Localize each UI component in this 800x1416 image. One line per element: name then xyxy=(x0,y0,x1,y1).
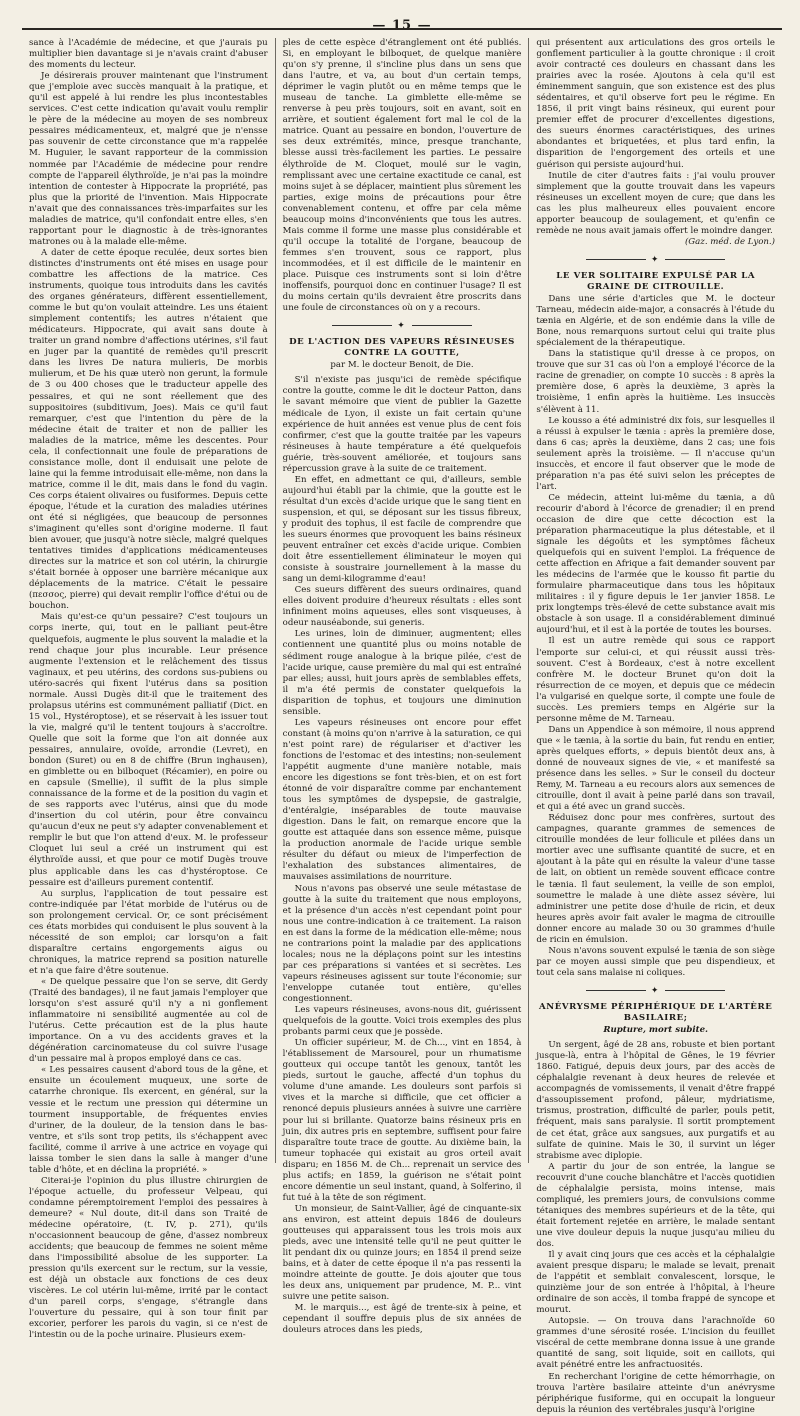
section-divider: ✦ xyxy=(283,321,522,332)
section-divider: ✦ xyxy=(536,986,775,997)
paragraph: S'il n'existe pas jusqu'ici de remède spécifique contre la goutte, comme le dit le docteur Patton, dans le savant mémoire que vient de publier la Gazette médicale de Lyon, il existe un fait certain qu'une expérience de huit années est venue plus de cent fois confirmer, c'est que la goutte traitée par les vapeurs résineuses à haute température a été quelquefois guérie, très-souvent améliorée, et toujours sans répercussion grave à la suite de ce traitement. xyxy=(282,375,522,474)
paragraph: Un monsieur, de Saint-Vallier, âgé de cinquante-six ans environ, est atteint depuis 1846 de douleurs goutteuses qui apparaissent tous les trois mois aux pieds, avec une intensité telle qu'il ne peut quitter le lit pendant dix ou quinze jours; en 1854 il prend seize bains, et à dater de cette époque il n'a pas ressenti la moindre atteinte de goutte. Je dois ajouter que tous les deux ans, uniquement par prudence, M. P... vint suivre une petite saison. xyxy=(282,1203,522,1303)
paragraph: En effet, en admettant ce qui, d'ailleurs, semble aujourd'hui établi par la chimie, que la goutte est le résultat d'un excès d'acide urique que le sang tient en suspension, et qui, se déposant sur les tissus fibreux, y produit des tophus, il est facile de comprendre que les sueurs énormes que provoquent les bains résineux peuvent entraîner cet excès d'acide urique. Combien doit être essentiellement éliminateur le moyen qui consiste à soustraire journellement à la masse du sang un demi-kilogramme d'eau! xyxy=(282,474,522,585)
article-author: par M. le docteur Benoit, de Die. xyxy=(330,360,474,371)
column-2 xyxy=(275,38,529,1336)
paragraph: Nous n'avons pas observé une seule métastase de goutte à la suite du traitement que nous employons, et la présence d'un accès n'est cependant point pour nous une contre-indication à ce traitement. La raison en est dans la forme de la médication elle-même; nous ne contrarions point la maladie par des applications locales; nous ne la déplaçons point sur les intestins par ces préparations si vantées et si secrètes. Les vapeurs résineuses agissent sur toute l'économie; sur l'enveloppe cutanée tout entière, qu'elles congestionnent. xyxy=(282,883,522,1004)
paragraph: A partir du jour de son entrée, la langue se recouvrit d'une couche blanchâtre et l'accès quotidien de céphalalgie persista, moins intense, mais compliqué, les premiers jours, de convulsions comme tétaniques des membres supérieurs et de la tête, qui était fortement rejetée en arrière, le malade sentant une vive douleur depuis la nuque jusqu'au milieu du dos. xyxy=(536,1161,776,1249)
paragraph: Mais qu'est-ce qu'un pessaire? C'est toujours un corps inerte, qui, tout en le palliant peut-être quelquefois, augmente le plus souvent la maladie et la rend chaque jour plus incurable. Leur présence augmente l'extension et le relâchement des tissus vaginaux, et peu utérins, des cordons sus-pubiens ou utéro-sacrés qui fixent l'utérus dans sa position normale. Aussi Dugès dit-il que le traitement des prolapsus utérins est communément palliatif (Dict. en 15 vol., Hystéroptose), et se réservait à les issuer tout la vie, malgré qu'il le tentent toujours à s'accroître. Quelle que soit la forme que l'on ait donnée aux pessaires, annulaire, ovoïde, arrondie (Levret), en bondon (Suret) ou en 8 de chiffre (Brun inghausen), en gimblette ou en bilboquet (Récamier), en poire ou en capsule (Smellie), il suffit de la plus simple connaissance de la forme et de la position du vagin et de ses rapports avec l'utérus, ainsi que du mode d'insertion du col utérin, pour être convaincu qu'aucun d'eux ne peut s'y adapter convenablement et remplir le but que l'on attend d'eux. M. le professeur Cloquet lui seul a créé un instrument qui est élythroïde aussi, et que pour ce motif Dugès trouve plus applicable dans les cas d'hystéroptose. Ce pessaire est d'ailleurs purement contentif. xyxy=(29,612,268,888)
paragraph: Dans un Appendice à son mémoire, il nous apprend que « le tænia, à la sortie du bain, fut rendu en entier, après quelques efforts, » depuis bientôt deux ans, à donné de nouveaux signes de vie, « et manifesté sa présence dans les selles. » Sur le conseil du docteur Remy, M. Tarneau a eu recours alors aux semences de citrouille, dont il avait à peine parlé dans son travail, et qui a été avec un grand succès. xyxy=(536,724,776,813)
article-title: DE L'ACTION DES VAPEURS RÉSINEUSES CONTRE LA GOUTTE, xyxy=(289,337,515,359)
columns xyxy=(22,38,782,1415)
paragraph: En recherchant l'origine de cette hémorrhagie, on trouva l'artère basilaire atteinte d'un anévrysme périphérique fusiforme, qui en occupait la longueur depuis la réunion des vertébrales jusqu'à l'origine xyxy=(536,1371,776,1415)
paragraph: Au surplus, l'application de tout pessaire est contre-indiquée par l'état morbide de l'utérus ou de son prolongement cervical. Or, ce sont précisément ces états morbides qui conduisent le plus souvent à la nécessité de son emploi; car lorsqu'on a fait disparaître certains engorgements aigus ou chroniques, la matrice reprend sa position naturelle et n'a que faire d'être soutenue. xyxy=(29,888,268,976)
paragraph: « De quelque pessaire que l'on se serve, dit Gerdy (Traité des bandages), il ne faut jamais l'employer que lorsqu'on s'est assuré qu'il n'y a ni gonflement inflammatoire ni sensibilité augmentée au col de l'utérus. Cette précaution est de la plus haute importance. On a vu des accidents graves et la dégénération carcinomateuse du col suivre l'usage d'un pessaire mal à propos employé dans ce cas. xyxy=(29,976,268,1065)
paragraph: Autopsie. — On trouva dans l'arachnoïde 60 grammes d'une sérosité rosée. L'incision du feuillet viscéral de cette membrane donna issue à une grande quantité de sang, soit liquide, soit en caillots, qui avait pénétré entre les anfractuosités. xyxy=(536,1316,776,1371)
paragraph: Ces sueurs diffèrent des sueurs ordinaires, quand elles doivent produire d'heureux résultats : elles sont infiniment moins aqueuses, elles sont visqueuses, à odeur nauséabonde, sui generis. xyxy=(282,585,522,629)
paragraph: Les vapeurs résineuses ont encore pour effet constant (à moins qu'on n'arrive à la saturation, ce qui n'est point rare) de régulariser et d'activer les fonctions de l'estomac et des intestins; non-seulement l'appétit augmente d'une manière notable, mais encore les digestions se font très-bien, et on est fort étonné de voir disparaître comme par enchantement tous les symptômes de dyspepsie, de gastralgie, d'entéralgie, inséparables de toute mauvaise digestion. Dans le fait, on remarque encore que la goutte est attaquée dans son essence même, puisque la production anormale de l'acide urique semble résulter du défaut ou mieux de l'imperfection de l'exhalation des substances alimentaires, de mauvaises assimilations de nourriture. xyxy=(282,717,522,883)
paragraph: Un sergent, âgé de 28 ans, robuste et bien portant jusque-là, entra à l'hôpital de Gênes, le 19 février 1860. Fatigué, depuis deux jours, par des accès de céphalalgie revenant à deux heures de relevée et accompagnés de vomissements, il venait d'être frappé d'assoupissement profond, pâleur, mydriatisme, trismus, prostration, difficulté de parler, pouls petit, fréquent, mais sans paralysie. Il sortit promptement de cet état, grâce aux sangsues, aux purgatifs et au sulfate de quinine. Mais le 30, il survint un léger strabisme avec diplopie. xyxy=(536,1040,776,1161)
paragraph: Nous n'avons souvent expulsé le tænia de son siège par ce moyen aussi simple que peu dispendieux, et tout cela sans malaise ni coliques. xyxy=(536,945,776,978)
paragraph: Un officier supérieur, M. de Ch..., vint en 1854, à l'établissement de Marsourel, pour un rhumatisme goutteux qui occupe tantôt les genoux, tantôt les pieds, surtout le gauche, affecté d'un tophus du volume d'une amande. Les douleurs sont parfois si vives et la marche si difficile, que cet officier a renoncé depuis plusieurs années à suivre une carrière pour lui si brillante. Quatorze bains résineux pris en juin, dix autres pris en septembre, suffisent pour faire disparaître toute trace de goutte. Au dixième bain, la tumeur tophacée qui existait au gros orteil avait disparu; en 1856 M. de Ch... reprenait un service des plus actifs; en 1859, la guérison ne s'était point encore démentie un seul instant, quand, à Solferino, il fut tué à la tête de son régiment. xyxy=(282,1038,522,1203)
column-1 xyxy=(22,38,275,1341)
section-divider: ✦ xyxy=(536,255,775,266)
paragraph: Ce médecin, atteint lui-même du tænia, a dû recourir d'abord à l'écorce de grenadier; il en prend occasion de dire que cette décoction est la préparation pharmaceutique la plus détestable, et il signale les dégoûts et les symptômes fâcheux quelquefois qui en suivent l'emploi. La fréquence de cette affection en Afrique a fait demander souvent par les médecins de l'armée que le kousso fit partie du formulaire pharmaceutique dans tous les hôpitaux militaires : il y figure depuis le 1er janvier 1858. Le prix longtemps très-élevé de cette substance avait mis obstacle à son usage. Il a considérablement diminué aujourd'hui, et il est à la portée de toutes les bourses. xyxy=(536,492,776,636)
column-3 xyxy=(528,38,782,1415)
paragraph: Inutile de citer d'autres faits : j'ai voulu prouver simplement que la goutte trouvait dans les vapeurs résineuses un excellent moyen de cure; que dans les cas les plus malheureux elles pouvaient encore apporter beaucoup de soulagement, et qu'enfin ce remède ne nous avait jamais offert le moindre danger. xyxy=(536,170,776,236)
paragraph: « Les pessaires causent d'abord tous de la gêne, et ensuite un écoulement muqueux, une sorte de catarrhe chronique. Ils exercent, en général, sur la vessie et le rectum une pression qui détermine un tourment insupportable, de fréquentes envies d'uriner, de la douleur, de la tension dans le bas-ventre, et s'ils sont trop petits, ils s'échappent avec facilité, comme il arrive à une actrice en voyage qui laissa tomber le sien dans la salle à manger d'une table d'hôte, et en déclina la propriété. » xyxy=(29,1065,268,1175)
paragraph: ples de cette espèce d'étranglement ont été publiés. Si, en employant le bilboquet, de quelque manière qu'on s'y prenne, il s'incline plus dans un sens que dans l'autre, et va, au bout d'un certain temps, déprimer le vagin plutôt ou en même temps que le museau de tanche. La gimblette elle-même se renverse à peu près toujours, soit en avant, soit en arrière, et soutient également fort mal le col de la matrice. Quant au pessaire en bondon, l'ouverture de ses deux extrémités, mince, presque tranchante, blesse aussi très-facilement les parties. Le pessaire élythroïde de M. Cloquet, moulé sur le vagin, remplissant avec une certaine exactitude ce canal, est moins sujet à se déplacer, maintient plus sûrement les parties, exige moins de précautions pour être convenablement contenu, et offre par cela même beaucoup moins d'inconvénients que tous les autres. Mais comme il forme une masse plus considérable et qu'il occupe la totalité de l'organe, beaucoup de femmes s'en trouvent, sous ce rapport, plus incommodées, et il est difficile de le maintenir en place. Puisque ces instruments sont si loin d'être inoffensifs, pourquoi donc en continuer l'usage? Il est du moins certain qu'ils devraient être proscrits dans une foule de circonstances où on y a recours. xyxy=(282,38,522,314)
paragraph: Citerai-je l'opinion du plus illustre chirurgien de l'époque actuelle, du professeur Velpeau, qui condamne péremptoirement l'emploi des pessaires à demeure? « Nul doute, dit-il dans son Traité de médecine opératoire, (t. IV, p. 271), qu'ils n'occasionnent beaucoup de gêne, d'assez nombreux accidents; que beaucoup de femmes ne soient même dans l'impossibilité absolue de les supporter. La pression qu'ils exercent sur le rectum, sur la vessie, est déjà un obstacle aux fonctions de ces deux viscères. Le col utérin lui-même, irrité par le contact d'un pareil corps, s'engage, s'étrangle dans l'ouverture du pessaire, qui à son tour finit par excorier, perforer les parois du vagin, si ce n'est de l'intestin ou de la poche urinaire. Plusieurs exem- xyxy=(29,1175,268,1341)
page-header xyxy=(22,8,782,38)
paragraph: Dans la statistique qu'il dresse à ce propos, on trouve que sur 31 cas où l'on a employé l'écorce de la racine de grenadier, on compte 10 succès : 8 après la première dose, 6 après la deuxième, 3 après la troisième, 1 enfin après la huitième. Les insuccès s'élèvent à 11. xyxy=(536,349,776,415)
paragraph: A dater de cette époque reculée, deux sortes bien distinctes d'instruments ont été mises en usage pour combattre les affections de la matrice. Ces instruments, quoique tous introduits dans les cavités des organes générateurs, diffèrent essentiellement, comme le but qu'on voulait atteindre. Les uns étaient simplement contentifs; les autres n'étaient que médicateurs. Hippocrate, qui avait sans doute à traiter un grand nombre d'affections utérines, s'il faut en juger par la quantité de remèdes qu'il prescrit dans les livres De natura mulieris, De morbis mulierum, et De his quæ uterò non gerunt, la formule de 3 ou 400 choses que le traducteur appelle des pessaires, et qui ne sont réellement que des suppositoires (subditivum, Joes). Mais ce qu'il faut remarquer, c'est que l'intention du père de la médecine était de traiter et non de pallier les maladies de la matrice, même les descentes. Pour cela, il confectionnait une foule de préparations de consistance molle, dont il enduisait une pelote de laine qui la femme introduisait elle-même, non dans la matrice, comme il le dit, mais dans le fond du vagin. Ces corps étaient olivaires ou fusiformes. Depuis cette époque, l'étude et la curation des maladies utérines ont été si négligées, que beaucoup de personnes s'imaginent qu'elles sont d'origine moderne. Il faut bien avouer, que jusqu'à notre siècle, malgré quelques tentatives timides d'applications médicamenteuses directes sur la matrice et son col utérin, la chirurgie s'était bornée à opposer une barrière mécanique aux déplacements de la matrice. C'était le pessaire (πεσσος, pierre) qui devait remplir l'office d'étui ou de bouchon. xyxy=(29,247,268,612)
paragraph: Je désirerais prouver maintenant que l'instrument que j'emploie avec succès manquait à la pratique, et qu'il est appelé à lui rendre les plus incontestables services. C'est cette indication qu'avait voulu remplir le père de la médecine au moyen de ses nombreux pessaires médicamenteux, et, malgré que je n'ensse pas souvenir de cette circonstance que m'a rappelée M. Huguier, le savant rapporteur de la commission nommée par l'Académie de médecine pour rendre compte de l'appareil élythroïde, je n'ai pas la moindre intention de contester à Hippocrate la propriété, pas plus que la priorité de l'invention. Mais Hippocrate n'avait que des connaissances très-imparfaites sur les maladies de matrice, qu'il confondait entre elles, s'en rapportant pour le diagnostic à de très-ignorantes matrones ou à la malade elle-même. xyxy=(29,71,268,247)
article-title: ANÉVRYSME PÉRIPHÉRIQUE DE L'ARTÈRE BASILAIRE; xyxy=(538,1001,773,1024)
paragraph: Les vapeurs résineuses, avons-nous dit, guérissent quelquefois de la goutte. Voici trois exemples des plus probants parmi ceux que je possède. xyxy=(282,1005,522,1038)
paragraph: Les urines, loin de diminuer, augmentent; elles contiennent une quantité plus ou moins notable de sédiment rouge analogue à la brique pilée, c'est de l'acide urique, cause première du mal qui est entraîné par elles; aussi, huit jours après de semblables effets, il m'a été permis de constater quelquefois la disparition de tophus, et toujours une diminution sensible. xyxy=(282,629,522,717)
page-number: — 15 — xyxy=(372,18,432,33)
article-subhead: Rupture, mort subite. xyxy=(603,1025,709,1036)
article-title: LE VER SOLITAIRE EXPULSÉ PAR LA GRAINE DE CITROUILLE. xyxy=(556,270,756,292)
paragraph: Le kousso a été administré dix fois, sur lesquelles il a réussi à expulser le tænia : après la première dose, dans 6 cas; après la deuxième, dans 2 cas; une fois seulement après la troisième. — Il n'accuse qu'un insuccès, et encore il faut observer que le mode de préparation n'a pas été suivi selon les préceptes de l'art. xyxy=(536,415,776,492)
paragraph: sance à l'Académie de médecine, et que j'aurais pu multiplier bien davantage si je n'avais craint d'abuser des moments du lecteur. xyxy=(29,38,268,71)
paragraph: M. le marquis..., est âgé de trente-six à peine, et cependant il souffre depuis plus de six années de douleurs atroces dans les pieds, xyxy=(282,1303,522,1336)
paragraph: qui présentent aux articulations des gros orteils le gonflement particulier à la goutte chronique : il croit avoir contracté ces douleurs en chassant dans les prairies avec la rosée. Ajoutons à cela qu'il est éminemment sanguin, que son existence est des plus sédentaires, et qu'il observe fort peu le régime. En 1856, il prit vingt bains résineux, qui eurent pour premier effet de procurer d'excellentes digestions, des sueurs énormes caractéristiques, des urines abondantes et briquetées, et plus tard enfin, la disparition de l'engorgement des orteils et une guérison qui persiste aujourd'hui. xyxy=(536,38,776,170)
paragraph: Il y avait cinq jours que ces accès et la céphalalgie avaient presque disparu; le malade se levait, prenait de l'appétit et semblait convalescent, lorsque, le quinzième jour de son entrée à l'hôpital, à l'heure ordinaire de son accès, il tomba frappé de syncope et mourut. xyxy=(536,1250,776,1316)
header-rule xyxy=(22,28,782,30)
paragraph: Dans une série d'articles que M. le docteur Tarneau, médecin aide-major, a consacrés à l'étude du tænia en Algérie, et de son endémie dans la ville de Bone, nous remarquons surtout celui qui traite plus spécialement de la thérapeutique. xyxy=(536,294,776,349)
paragraph: Réduisez donc pour mes confrères, surtout des campagnes, quarante grammes de semences de citrouille mondées de leur follicule et pilées dans un mortier avec une suffisante quantité de sucre, et en ajoutant à la pâte qui en résulte la valeur d'une tasse de lait, on obtient un remède souvent efficace contre le tænia. Il faut seulement, la veille de son emploi, soumettre le malade à une diète assez sévère, lui administrer une petite dose d'huile de ricin, et deux heures après avoir fait avaler le magma de citrouille donner encore au malade 30 ou 30 grammes d'huile de ricin en émulsion. xyxy=(536,813,776,945)
paragraph: Il est un autre remède qui sous ce rapport l'emporte sur celui-ci, et qui réussit aussi très-souvent. C'est à Bordeaux, c'est à notre excellent confrère M. le docteur Brunet qu'on doit la résurrection de ce moyen, et depuis que ce médecin l'a vulgarisé en quelque sorte, il compte une foule de succès. Les premiers temps en Algérie sur la personne même de M. Tarneau. xyxy=(536,636,776,724)
source-citation: (Gaz. méd. de Lyon.) xyxy=(684,236,776,247)
